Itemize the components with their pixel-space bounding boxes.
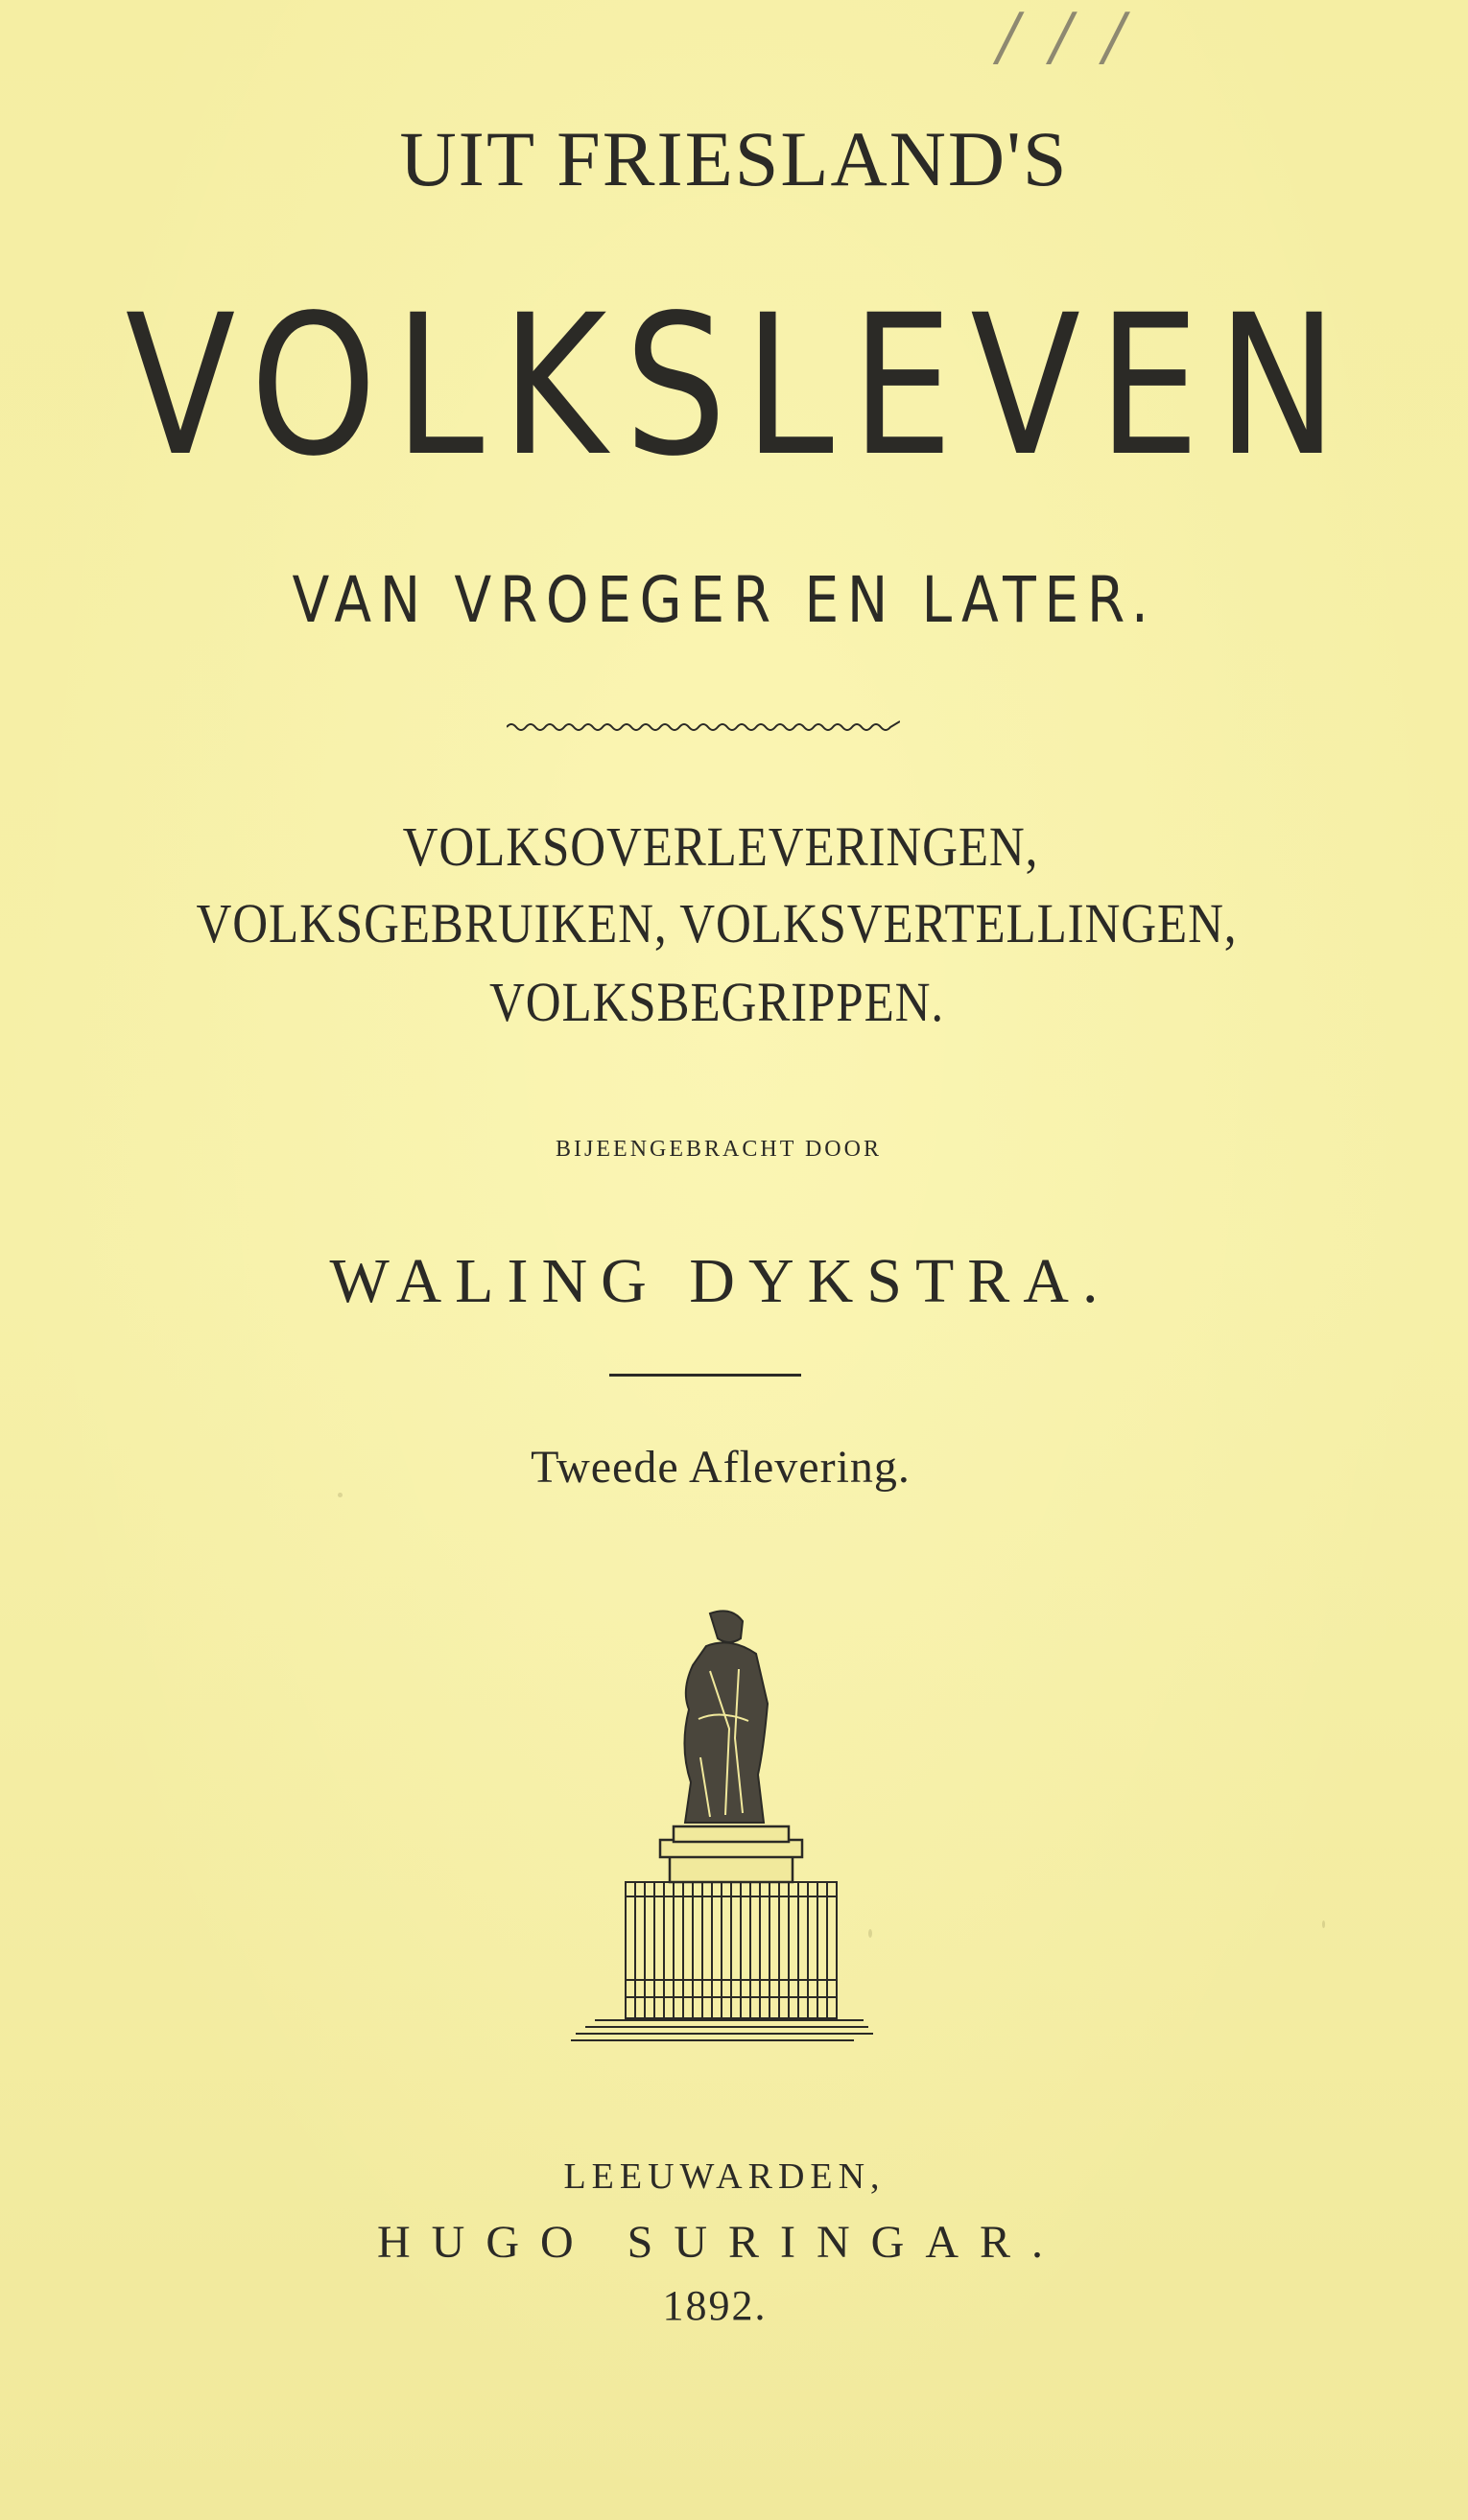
- imprint-city: LEEUWARDEN,: [563, 2156, 886, 2197]
- contents-line-3: VOLKSBEGRIPPEN.: [488, 971, 945, 1033]
- edition-label: Tweede Aflevering.: [531, 1442, 911, 1493]
- paper-speck: [338, 1493, 343, 1497]
- imprint-publisher: HUGO SURINGAR.: [376, 2217, 1065, 2268]
- statue-emblem-icon: [566, 1604, 883, 2045]
- subtitle: VAN VROEGER EN LATER.: [292, 563, 1157, 637]
- paper-speck: [868, 1929, 872, 1938]
- title-line-1: UIT FRIESLAND'S: [399, 115, 1069, 202]
- wavy-divider-ornament: [507, 718, 900, 737]
- author-name: WALING DYKSTRA.: [329, 1246, 1112, 1316]
- pencil-mark: / / /: [998, 0, 1131, 74]
- horizontal-rule: [609, 1374, 801, 1377]
- imprint-year: 1892.: [662, 2282, 768, 2329]
- main-title: VOLKSLEVEN: [125, 272, 1356, 499]
- paper-speck: [1322, 1920, 1325, 1928]
- compiled-by-label: BIJEENGEBRACHT DOOR: [556, 1137, 882, 1162]
- contents-line-2: VOLKSGEBRUIKEN, VOLKSVERTELLINGEN,: [196, 892, 1238, 954]
- contents-line-1: VOLKSOVERLEVERINGEN,: [402, 815, 1039, 878]
